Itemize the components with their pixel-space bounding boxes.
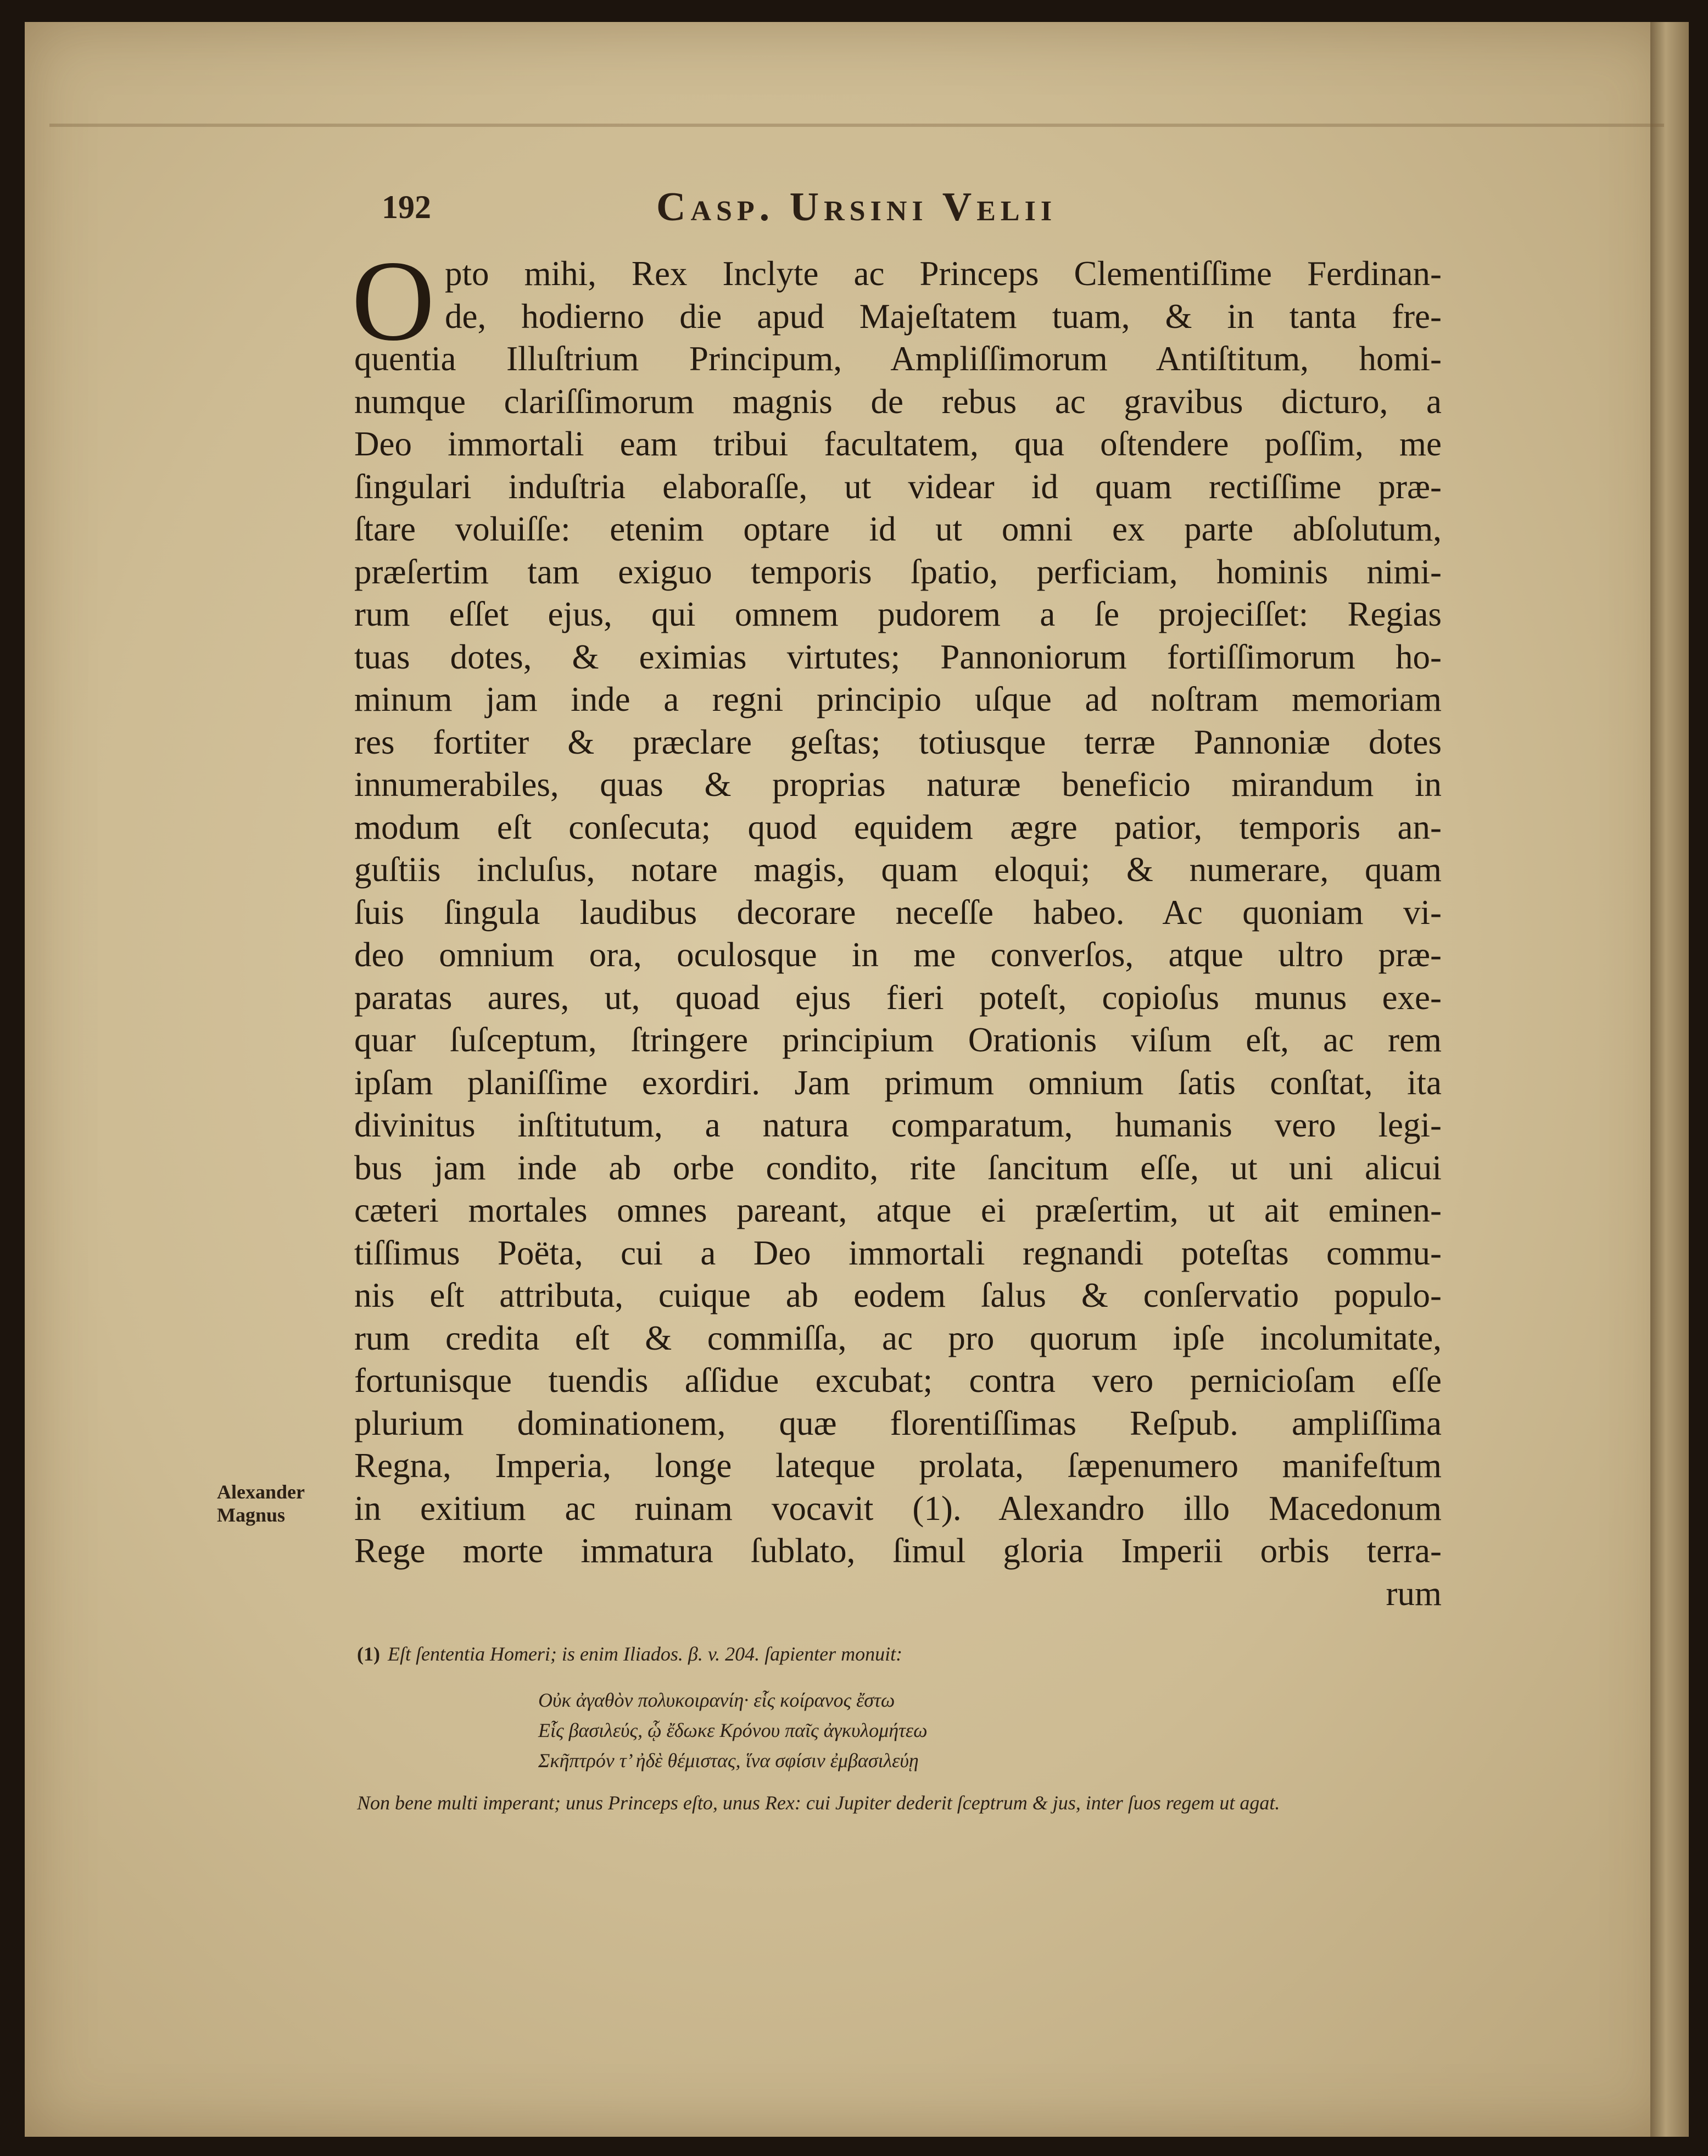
text-line: præſertim tam exiguo temporis ſpatio, perficiam, hominis nimi-: [354, 552, 1442, 591]
margin-note: [217, 1480, 354, 1527]
page-number: 192: [382, 189, 431, 225]
text-line: bus jam inde ab orbe condito, rite ſancitum eſſe, ut uni alicui: [354, 1148, 1442, 1187]
text-line: divinitus inſtitutum, a natura comparatum, humanis vero legi-: [354, 1106, 1442, 1144]
text-line: modum eſt conſecuta; quod equidem ægre patior, temporis an-: [354, 807, 1442, 846]
text-line: paratas aures, ut, quoad ejus fieri poteſt, copioſus munus exe-: [354, 978, 1442, 1017]
footnote-intro: [357, 1642, 1444, 1665]
text-line: rum eſſet ejus, qui omnem pudorem a ſe projeciſſet: Regias: [354, 595, 1442, 633]
text-line: ſuis ſingula laudibus decorare neceſſe habeo. Ac quoniam vi-: [354, 893, 1442, 932]
footnote-marker: (1): [357, 1643, 380, 1665]
text-lines: [354, 253, 1442, 1573]
running-title: Casp. Ursini Velii: [656, 185, 1057, 230]
text-line: Deo immortali eam tribui facultatem, qua oſtendere poſſim, me: [354, 425, 1442, 463]
text-line: de, hodierno die apud Majeſtatem tuam, & in tanta fre-: [445, 297, 1442, 336]
greek-line: Εἷς βασιλεύς, ᾧ ἔδωκε Κρόνου παῖς ἀγκυλομήτεω: [538, 1719, 928, 1741]
text-line: nis eſt attributa, cuique ab eodem ſalus & conſervatio populo-: [354, 1276, 1442, 1314]
page-header: [382, 184, 1480, 244]
text-line: in exitium ac ruinam vocavit (1). Alexandro illo Macedonum: [354, 1489, 1442, 1528]
main-text: [351, 237, 1442, 1615]
text-line: ipſam planiſſime exordiri. Jam primum omnium ſatis conſtat, ita: [354, 1063, 1442, 1102]
text-line: cæteri mortales omnes pareant, atque ei præſertim, ut ait eminen-: [354, 1191, 1442, 1229]
page-gutter: [1650, 22, 1689, 2137]
catchword: rum: [1386, 1574, 1442, 1613]
margin-note-line: Alexander: [217, 1481, 305, 1503]
text-line: quar ſuſceptum, ſtringere principium Orationis viſum eſt, ac rem: [354, 1021, 1442, 1059]
drop-cap: O: [351, 237, 435, 365]
greek-line: Οὐκ ἀγαθὸν πολυκοιρανίη· εἷς κοίρανος ἔστω: [538, 1689, 895, 1711]
text-line: plurium dominationem, quæ florentiſſimas Reſpub. ampliſſima: [354, 1403, 1442, 1442]
footnote: [357, 1642, 1444, 1815]
text-line: ſingulari induſtria elaboraſſe, ut videar id quam rectiſſime præ-: [354, 467, 1442, 506]
text-line: Regna, Imperia, longe lateque prolata, ſæpenumero manifeſtum: [354, 1446, 1442, 1485]
top-rule: [49, 124, 1664, 127]
text-line: pto mihi, Rex Inclyte ac Princeps Clementiſſime Ferdinan-: [445, 254, 1442, 293]
text-line: quentia Illuſtrium Principum, Ampliſſimorum Antiſtitum, homi-: [354, 339, 1442, 378]
footnote-intro-text: Eſt ſententia Homeri; is enim Iliados. β. v. 204. ſapienter monuit:: [387, 1643, 903, 1665]
footnote-translation: Non bene multi imperant; unus Princeps eſto, unus Rex: cui Jupiter dederit ſceptrum & jus, inter ſuos regem ut agat.: [357, 1792, 1280, 1814]
text-line: deo omnium ora, oculosque in me converſos, atque ultro præ-: [354, 935, 1442, 974]
text-line: innumerabiles, quas & proprias naturæ beneficio mirandum in: [354, 765, 1442, 804]
text-line: res fortiter & præclare geſtas; totiusque terræ Pannoniæ dotes: [354, 722, 1442, 761]
text-line: numque clariſſimorum magnis de rebus ac gravibus dicturo, a: [354, 382, 1442, 421]
margin-note-line: Magnus: [217, 1504, 286, 1526]
text-line: tiſſimus Poëta, cui a Deo immortali regnandi poteſtas commu-: [354, 1233, 1442, 1272]
greek-quote: [538, 1685, 1444, 1776]
text-line: Rege morte immatura ſublato, ſimul gloria Imperii orbis terra-: [354, 1531, 1442, 1570]
greek-line: Σκῆπτρόν τ’ ἠδὲ θέμιστας, ἵνα σφίσιν ἐμβασιλεύῃ: [538, 1750, 919, 1771]
text-line: fortunisque tuendis aſſidue excubat; contra vero pernicioſam eſſe: [354, 1361, 1442, 1400]
text-line: minum jam inde a regni principio uſque ad noſtram memoriam: [354, 680, 1442, 718]
text-line: tuas dotes, & eximias virtutes; Pannoniorum fortiſſimorum ho-: [354, 637, 1442, 676]
text-line: guſtiis incluſus, notare magis, quam eloqui; & numerare, quam: [354, 850, 1442, 889]
text-line: ſtare voluiſſe: etenim optare id ut omni ex parte abſolutum,: [354, 510, 1442, 548]
text-line: rum credita eſt & commiſſa, ac pro quorum ipſe incolumitate,: [354, 1318, 1442, 1357]
